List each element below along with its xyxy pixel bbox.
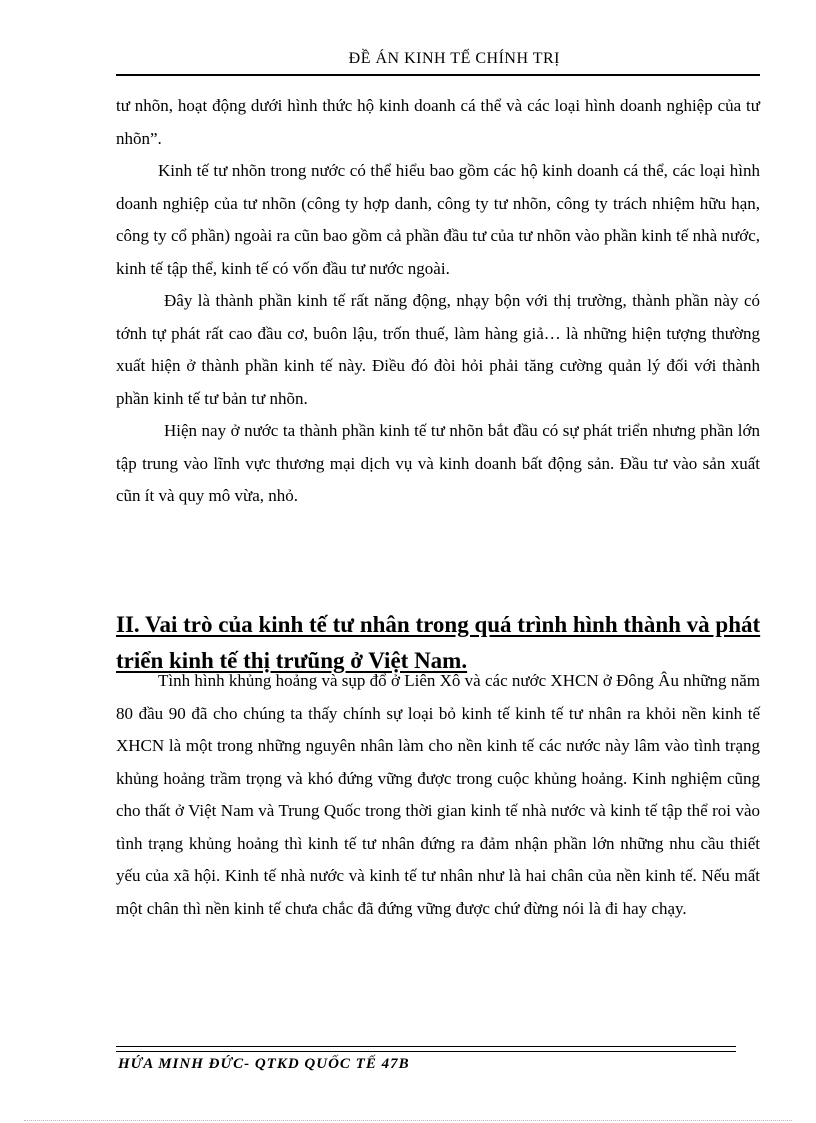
section-heading: II. Vai trò của kinh tế tư nhân trong quá trình hình thành và phát triển kinh tế thị trưũng ở Việt Nam. xyxy=(116,612,761,673)
paragraph-4: Hiện nay ở nước ta thành phần kinh tế tư nhõn bắt đầu có sự phát triển nhưng phần lớn tập trung vào lĩnh vực thương mại dịch vụ và kinh doanh bất động sản. Đầu tư vào sản xuất cũn ít và quy mô vừa, nhỏ. xyxy=(116,421,760,505)
paragraph-1: tư nhõn, hoạt động dưới hình thức hộ kinh doanh cá thể và các loại hình doanh nghiệp của tư nhõn”. xyxy=(116,96,760,148)
page-bottom-border xyxy=(24,1120,792,1121)
main-content xyxy=(116,90,760,513)
paragraph-3: Đây là thành phần kinh tế rất năng động, nhạy bộn với thị trường, thành phần này có tớnh tự phát rất cao đầu cơ, buôn lậu, trốn thuế, làm hàng giả… là những hiện tượng thường xuất hiện ở thành phần kinh tế này. Điều đó đòi hỏi phải tăng cường quản lý đối với thành phần kinh tế tư bản tư nhõn. xyxy=(116,291,760,408)
paragraph-2: Kinh tế tư nhõn trong nước có thể hiểu bao gồm các hộ kinh doanh cá thể, các loại hình doanh nghiệp của tư nhõn (công ty hợp danh, công ty tư nhõn, công ty trách nhiệm hữu hạn, công ty cổ phần) ngoài ra cũn bao gồm cả phần đầu tư của tư nhõn vào phần kinh tế nhà nước, kinh tế tập thể, kinh tế có vốn đầu tư nước ngoài. xyxy=(116,161,760,278)
section-content xyxy=(116,665,760,925)
footer-author: HỨA MINH ĐỨC- QTKD QUỐC TẾ 47B xyxy=(118,1056,410,1072)
page-header xyxy=(116,48,760,76)
section-paragraph: Tình hình khủng hoảng và sụp đổ ở Liên Xô và các nước XHCN ở Đông Âu những năm 80 đầu 90 đã cho chúng ta thấy chính sự loại bỏ kinh tế kinh tế tư nhân ra khỏi nền kinh tế XHCN là một trong những nguyên nhân làm cho nền kinh tế các nước này lâm vào tình trạng khủng hoảng trầm trọng và khó đứng vững được trong cuộc khủng hoảng. Kinh nghiệm cũng cho thất ở Việt Nam và Trung Quốc trong thời gian kinh tế nhà nước và kinh tế tập thể roi vào tình trạng khủng hoảng thì kinh tế tư nhân đứng ra đảm nhận phần lớn những nhu cầu thiết yếu của xã hội. Kinh tế nhà nước và kinh tế tư nhân như là hai chân của nền kinh tế. Nếu mất một chân thì nền kinh tế chưa chắc đã đứng vững được chứ đừng nói là đi hay chạy. xyxy=(116,671,760,918)
header-title: ĐỀ ÁN KINH TẾ CHÍNH TRỊ xyxy=(348,50,560,67)
footer-divider xyxy=(116,1046,736,1052)
